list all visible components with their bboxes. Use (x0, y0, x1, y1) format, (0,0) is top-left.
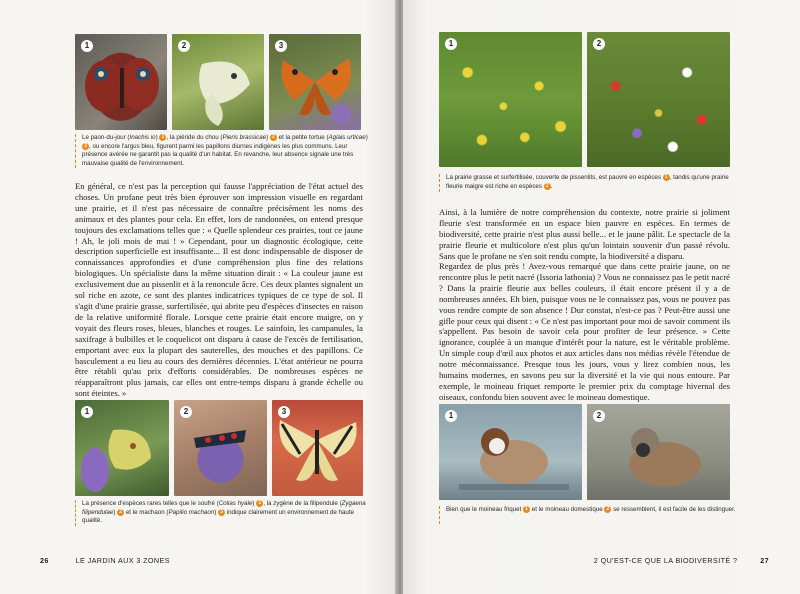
page-number: 26 (40, 556, 49, 565)
top-photo-caption: Le paon-du-jour (Inachis io) 1 , la piéride du chou (Pieris brassicae) 2 et la petite tortue (Aglais urticae) 3 , ou encore l'argus bleu, figurent parmi les papillons diurnes indigènes les plus communs. Leur présence avérée ne garantit pas la qualité d'un habitat. En revanche, leur absence signale une très mauvaise qualité de l'environnement. (75, 134, 370, 168)
left-page (0, 0, 397, 594)
photo-number-badge: 1 (445, 38, 457, 50)
right-page (403, 0, 800, 594)
photo-six-spot-burnet (174, 400, 267, 496)
bird-shape-icon (439, 404, 582, 500)
photo-small-tortoiseshell (269, 34, 361, 130)
caption-number-marker: 3 (82, 143, 89, 150)
caption-number-marker: 2 (544, 183, 551, 190)
body-paragraph-1: Ainsi, à la lumière de notre compréhension du contexte, notre prairie si joliment fleurie s'est transformée en un espace bien pauvre en espèces. En termes de biodiversité, cette prairie n'est plus aussi belle... et le jaune pâlit. Le spectacle de la prairie fleurie et multicolore n'est plus qu'un lointain souvenir d'un passé révolu. Sans que le profane ne s'en soit rendu compte, la biodiversité a disparu. (439, 207, 730, 261)
body-paragraph: En général, ce n'est pas la perception qui fausse l'appréciation de l'état actuel des choses. Un profane peut très bien éprouver son impression visuelle en regardant une prairie, et il n'est pas nécessaire de connaître précisément les noms des animaux et des plantes pour cela. En effet, lors de randonnées, on entend presque toujours des exclamations telles que : « Quelle splendeur ces prairies, tout ce jaune ! Ah, le joli mois de mai ! » Cependant, pour un diagnostic écologique, cette description superficielle est insuffisante... Il est donc indispensable de disposer de connaissances approfondies et d'une compréhension plus fine des relations biologiques. Un spécialiste dans la même situation dirait : « La couleur jaune est exclusivement due au pissenlit et à la renoncule âcre. Ces deux plantes signalent un sol riche en azote, ce sont des plantes indicatrices typiques de ce type de sol. Il s'agit d'une prairie grasse, surfertilisée, qui abrite peu d'espèces d'insectes en raison de la relative uniformité florale. Lorsque cette prairie était encore maigre, on y voyait des fleurs roses, bleues, blanches et rouges. Le sainfoin, les campanules, la saxifrage à bulbilles et le coquelicot ont disparu à cause de l'excès de fertilisation, emportant avec eux la plupart des sauterelles, des mouches et des papillons. Ce basculement a eu lieu au cours des dernières décennies. L'état antérieur ne pourra être rétabli qu'au prix d'efforts considérables. De nombreuses espèces ne réapparaîtront plus jamais, car elles ont entre-temps disparu à grande échelle ou sont éteintes. » (75, 181, 363, 399)
right-footer (589, 556, 769, 565)
photo-number-badge: 2 (180, 406, 192, 418)
photo-number-badge: 1 (81, 406, 93, 418)
caption-number-marker: 1 (256, 500, 263, 507)
photo-tree-sparrow (439, 404, 582, 500)
caption-number-marker: 2 (270, 134, 277, 141)
photo-pale-clouded-yellow (75, 400, 169, 496)
photo-number-badge: 1 (81, 40, 93, 52)
photo-number-badge: 2 (593, 410, 605, 422)
caption-number-marker: 3 (218, 509, 225, 516)
photo-peacock-butterfly (75, 34, 167, 130)
caption-number-marker: 1 (663, 174, 670, 181)
body-paragraph-2: Regardez de plus près ! Avez-vous remarqué que dans cette prairie jaune, on ne rencontre plus le petit nacré (Issoria lathonia) ? Vous ne connaissez pas le petit nacré ? Dans la prairie fleurie aux belles couleurs, il était encore présent il y a de nombreuses années. Eh bien, puisque vous ne le connaissez pas, vous ne pouvez pas vous rendre compte de son absence ! Dur constat, n'est-ce pas ? Peut-être aussi une gifle pour ceux qui disent : « Ce n'est pas important pour moi de savoir comment ils s'appellent. Pas besoin de savoir cela pour profiter de leur présence. » Cette ignorance, couplée à un manque d'intérêt pour la nature, est le véritable problème. Un simple coup d'œil aux photos et aux articles dans nos médias révèle l'étendue de notre méconnaissance. Presque tous les jours, vous y lirez combien nous, les humains modernes, en savons peu sur la diversité et la vie qui nous entoure. Par exemple, le moineau friquet remporte le premier prix du comptage hivernal des oiseaux, confondu bien souvent avec le moineau domestique. (439, 261, 730, 402)
photo-number-badge: 1 (445, 410, 457, 422)
photo-number-badge: 3 (275, 40, 287, 52)
bird-shape-icon (587, 404, 730, 500)
bottom-photo-caption: La présence d'espèces rares telles que le soufré (Colias hyale) 1 , la zygène de la filipendule (Zygaena filipendulae) 2 et le machaon (Papilio machaon) 3 indique clairement un environnement de haute qualité. (75, 500, 370, 526)
caption-number-marker: 2 (604, 506, 611, 513)
photo-flower-meadow (587, 32, 730, 167)
photo-number-badge: 2 (593, 38, 605, 50)
photo-swallowtail (272, 400, 363, 496)
photo-number-badge: 2 (178, 40, 190, 52)
photo-cabbage-white (172, 34, 264, 130)
page-number: 27 (760, 556, 769, 565)
photo-house-sparrow (587, 404, 730, 500)
photo-dandelion-meadow (439, 32, 582, 167)
sparrow-photo-caption: Bien que le moineau friquet 1 et le moineau domestique 2 se ressemblent, il est facile de les distinguer. (439, 506, 737, 524)
caption-number-marker: 1 (523, 506, 530, 513)
running-head: 2 QU'EST-CE QUE LA BIODIVERSITÉ ? (593, 556, 738, 565)
photo-number-badge: 3 (278, 406, 290, 418)
running-head: LE JARDIN AUX 3 ZONES (75, 556, 170, 565)
meadow-photo-caption: La prairie grasse et surfertilisée, couverte de pissenlits, est pauvre en espèces 1 , tandis qu'une prairie fleurie maigre est riche en espèces 2 . (439, 174, 737, 192)
caption-number-marker: 2 (117, 509, 124, 516)
caption-number-marker: 1 (159, 134, 166, 141)
left-footer (40, 556, 360, 565)
